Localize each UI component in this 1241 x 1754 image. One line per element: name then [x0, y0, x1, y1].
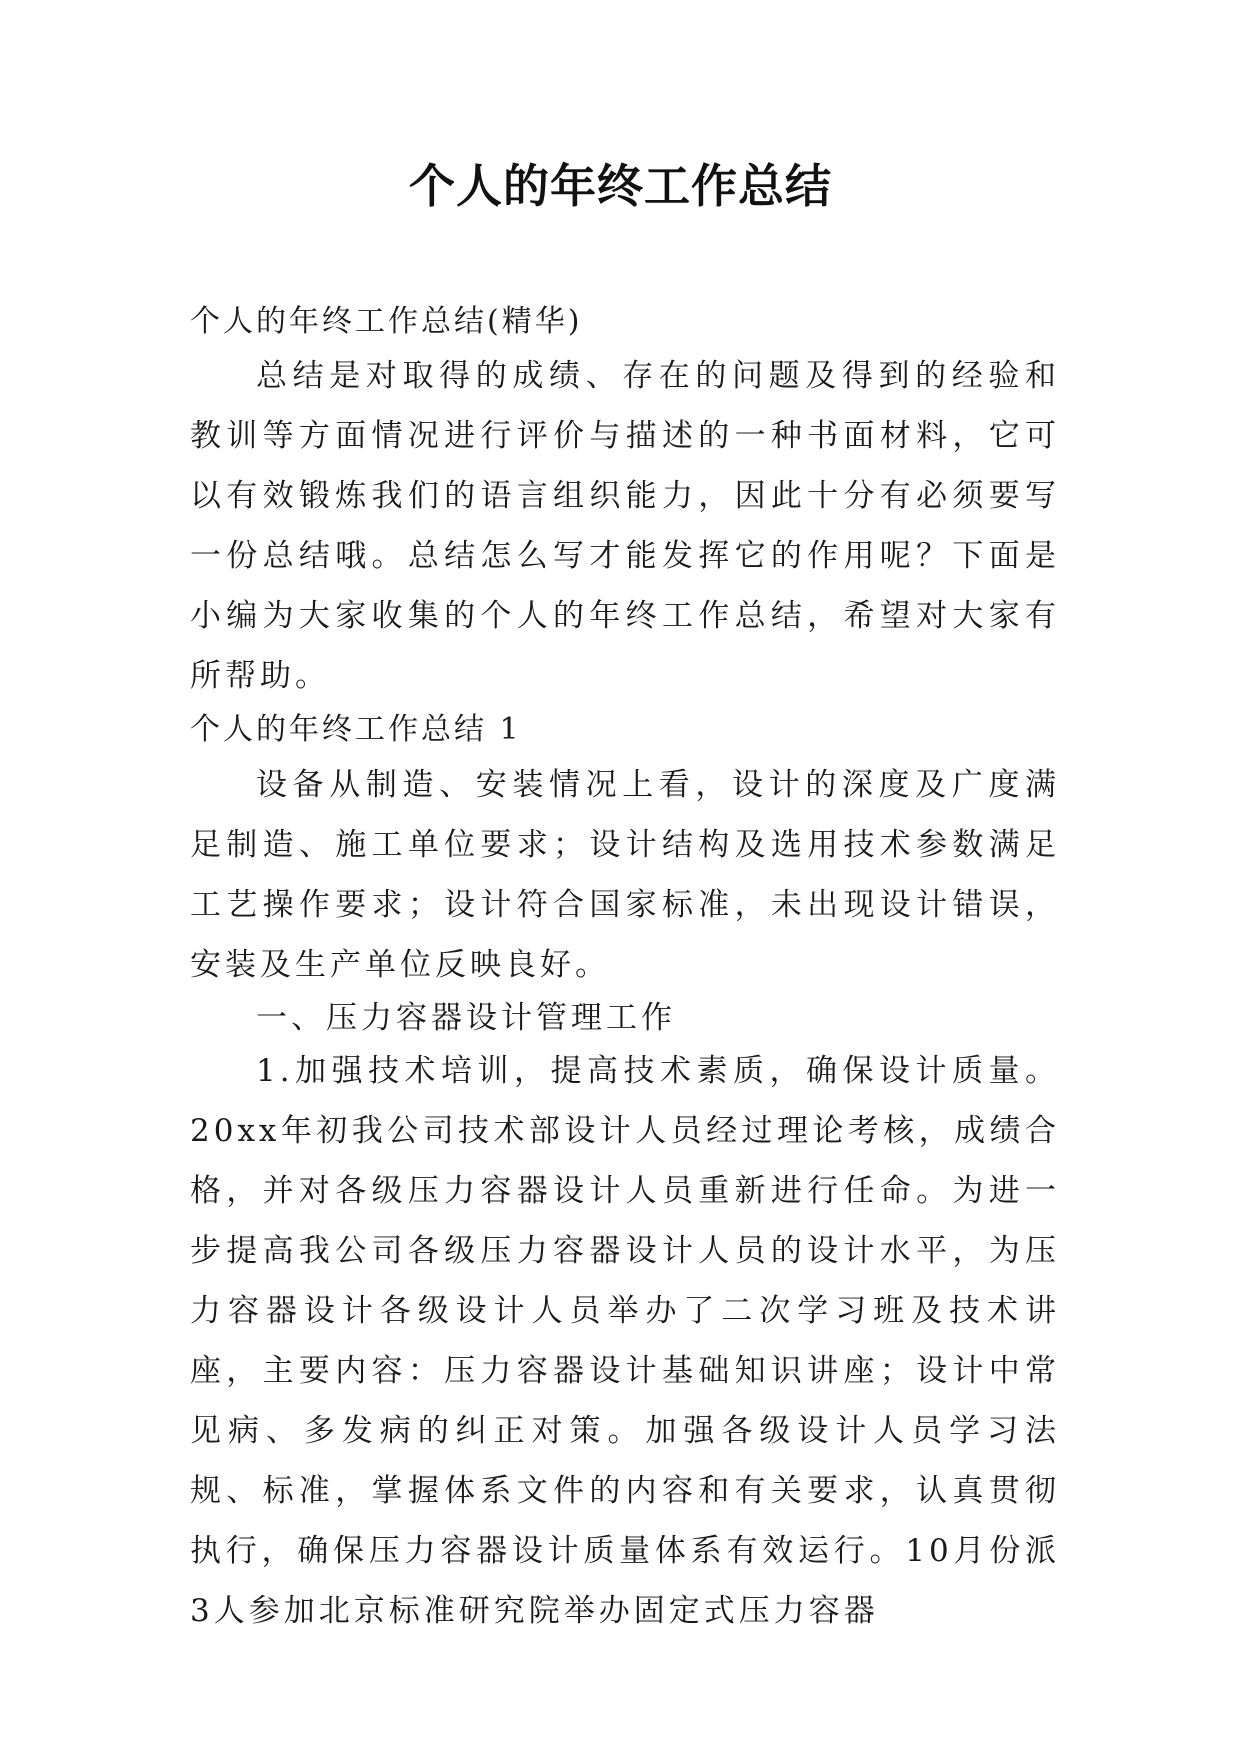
section-1-paragraph-2: 1.加强技术培训，提高技术素质，确保设计质量。20xx年初我公司技术部设计人员经过理论考核，成绩合格，并对各级压力容器设计人员重新进行任命。为进一步提高我公司各级压力容器设计人员的设计水平，为压力容器设计各级设计人员举办了二次学习班及技术讲座，主要内容：压力容器设计基础知识讲座；设计中常见病、多发病的纠正对策。加强各级设计人员学习法规、标准，掌握体系文件的内容和有关要求，认真贯彻执行，确保压力容器设计质量体系有效运行。10月份派3人参加北京标准研究院举办固定式压力容器 [190, 1053, 1060, 1629]
document-title: 个人的年终工作总结 [409, 159, 832, 213]
section-1-paragraph-1: 设备从制造、安装情况上看，设计的深度及广度满足制造、施工单位要求；设计结构及选用技术参数满足工艺操作要求；设计符合国家标准，未出现设计错误，安装及生产单位反映良好。 [190, 767, 1060, 983]
section-1-subheading: 一、压力容器设计管理工作 [256, 1000, 676, 1036]
section-1-title: 个人的年终工作总结 1 [190, 712, 522, 747]
intro-paragraph: 总结是对取得的成绩、存在的问题及得到的经验和教训等方面情况进行评价与描述的一种书面材料，它可以有效锻炼我们的语言组织能力，因此十分有必须要写一份总结哦。总结怎么写才能发挥它的作用呢？下面是小编为大家收集的个人的年终工作总结，希望对大家有所帮助。 [190, 358, 1060, 694]
document-subtitle: 个人的年终工作总结(精华) [190, 304, 583, 339]
